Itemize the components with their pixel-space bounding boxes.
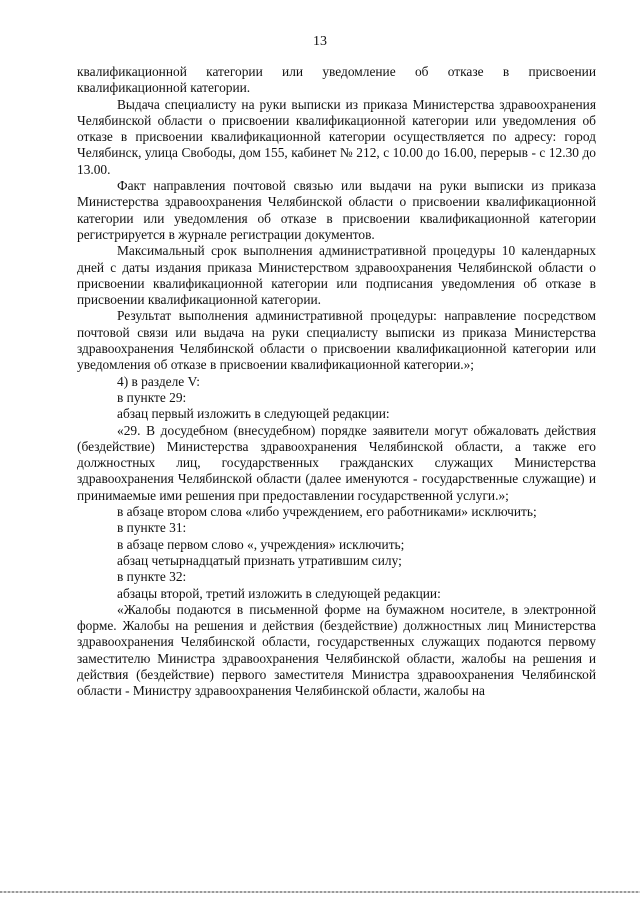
paragraph-issuance-address: Выдача специалисту на руки выписки из приказа Министерства здравоохранения Челябинской области о присвоении квалификационной категории или уведомления об отказе в присвоении квалификационной категории осуществляется по адресу: город Челябинск, улица Свободы, дом 155, кабинет № 212, с 10.00 до 16.00, перерыв - с 12.30 до 13.00. (77, 96, 596, 177)
paragraph-second-third-abzac: абзацы второй, третий изложить в следующей редакции: (117, 585, 441, 601)
paragraph-fourteenth-abzac: абзац четырнадцатый признать утратившим силу; (117, 552, 402, 568)
paragraph-point-32: в пункте 32: (117, 569, 187, 585)
paragraph-first-abzac-31: в абзаце первом слово «, учреждения» исключить; (117, 536, 405, 552)
scan-edge-line (0, 891, 640, 893)
paragraph-complaints: «Жалобы подаются в письменной форме на бумажном носителе, в электронной форме. Жалобы на решения и действия (бездействие) должностных лиц Министерства здравоохранения Челябинской области, государственных служащих подаются первому заместителю Министра здравоохранения Челябинской области, жалобы на решения и действия (бездействие) первого заместителя Министра здравоохранения Челябинской области - Министру здравоохранения Челябинской области, жалобы на (77, 601, 596, 699)
document-body (77, 64, 596, 700)
paragraph-first-abzac: абзац первый изложить в следующей редакции: (117, 406, 390, 422)
page-number: 13 (313, 34, 327, 49)
paragraph-point-31: в пункте 31: (117, 520, 187, 536)
paragraph-continuation: квалификационной категории или уведомление об отказе в присвоении квалификационной категории. (77, 64, 596, 96)
paragraph-procedure-result: Результат выполнения административной процедуры: направление посредством почтовой связи или выдача на руки специалисту выписки из приказа Министерства здравоохранения Челябинской области о присвоении квалификационной категории или уведомления об отказе в присвоении квалификационной категории.»; (77, 308, 596, 373)
paragraph-registration-fact: Факт направления почтовой связью или выдачи на руки выписки из приказа Министерства здравоохранения Челябинской области о присвоении квалификационной категории или уведомления об отказе в присвоении квалификационной категории регистрируется в журнале регистрации документов. (77, 178, 596, 242)
paragraph-section-v: 4) в разделе V: (117, 373, 200, 389)
paragraph-point-29-text: «29. В досудебном (внесудебном) порядке заявители могут обжаловать действия (бездействие) Министерства здравоохранения Челябинской области, а также его должностных лиц, государственных гражданских служащих Министерства здравоохранения Челябинской области (далее именуются - государственные служащие) и принимаемые ими решения при предоставлении государственной услуги.»; (77, 422, 596, 503)
paragraph-second-abzac: в абзаце втором слова «либо учреждением, его работниками» исключить; (117, 504, 537, 520)
paragraph-point-29: в пункте 29: (117, 389, 187, 405)
paragraph-max-term: Максимальный срок выполнения административной процедуры 10 календарных дней с даты издания приказа Министерством здравоохранения Челябинской области о присвоении квалификационной категории или подписания уведомления об отказе в присвоении квалификационной категории. (77, 243, 596, 308)
